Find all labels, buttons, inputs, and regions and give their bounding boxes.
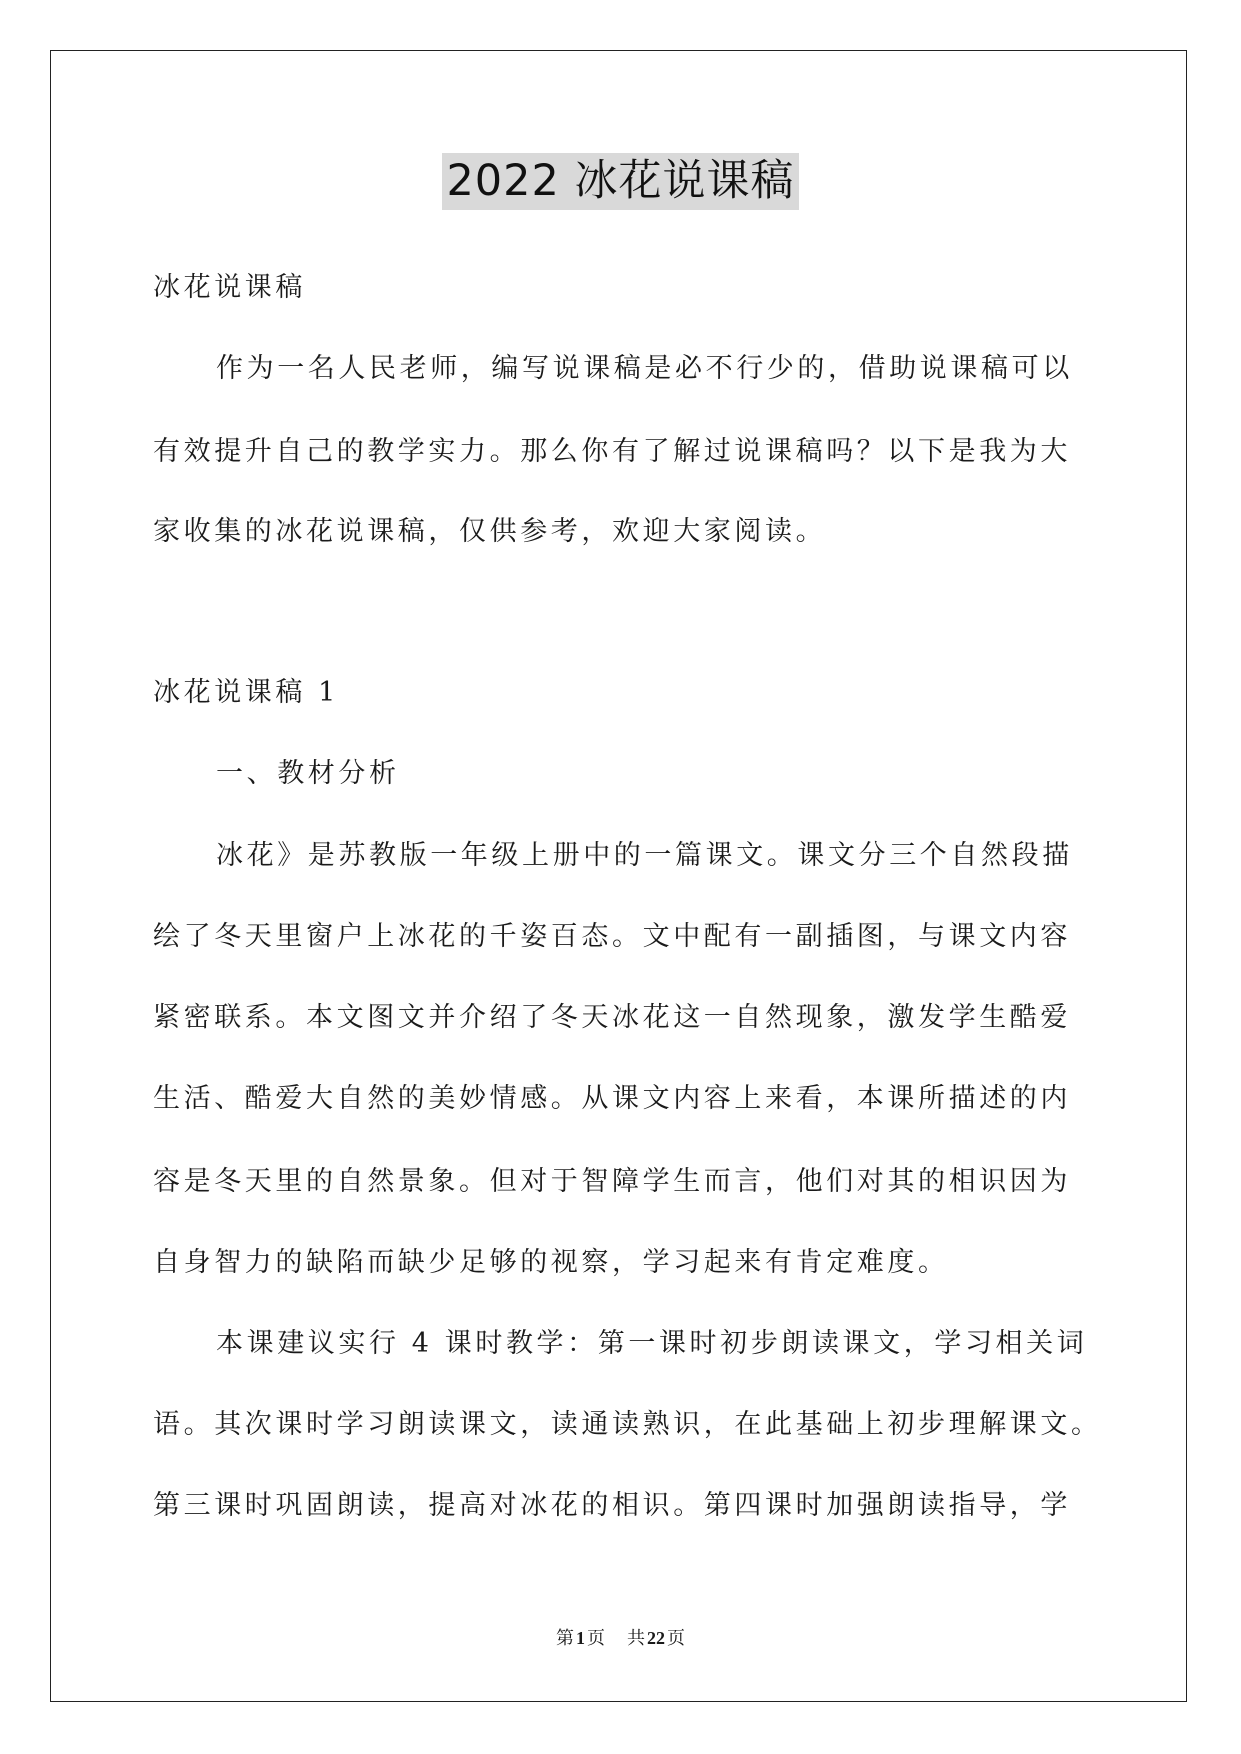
page-suffix: 页: [587, 1628, 605, 1649]
paragraph-line: 紧密联系。本文图文并介绍了冬天冰花这一自然现象，激发学生酷爱: [153, 1002, 1071, 1033]
page-prefix: 第: [556, 1628, 574, 1649]
section-heading: 冰花说课稿 1: [153, 677, 339, 708]
paragraph-line: 生活、酷爱大自然的美妙情感。从课文内容上来看，本课所描述的内: [153, 1083, 1071, 1114]
subsection-heading: 一、教材分析: [216, 758, 400, 789]
document-title: 2022 冰花说课稿: [442, 153, 798, 210]
paragraph-line: 第三课时巩固朗读，提高对冰花的相识。第四课时加强朗读指导，学: [153, 1490, 1071, 1521]
paragraph-line: 冰花》是苏教版一年级上册中的一篇课文。课文分三个自然段描: [216, 840, 1073, 871]
total-pages: 22: [647, 1628, 665, 1648]
intro-line: 有效提升自己的教学实力。那么你有了解过说课稿吗？以下是我为大: [153, 436, 1071, 467]
intro-line: 家收集的冰花说课稿，仅供参考，欢迎大家阅读。: [153, 516, 827, 547]
paragraph-line: 自身智力的缺陷而缺少足够的视察，学习起来有肯定难度。: [153, 1247, 949, 1278]
intro-line: 作为一名人民老师，编写说课稿是必不行少的，借助说课稿可以: [216, 353, 1073, 384]
total-suffix: 页: [667, 1628, 685, 1649]
document-subtitle: 冰花说课稿: [153, 272, 306, 303]
page-footer: [0, 1626, 1241, 1651]
total-prefix: 共: [627, 1628, 645, 1649]
paragraph-line: 本课建议实行 4 课时教学：第一课时初步朗读课文，学习相关词: [216, 1328, 1088, 1359]
paragraph-line: 语。其次课时学习朗读课文，读通读熟识，在此基础上初步理解课文。: [153, 1409, 1102, 1440]
paragraph-line: 容是冬天里的自然景象。但对于智障学生而言，他们对其的相识因为: [153, 1166, 1071, 1197]
page-number: 1: [576, 1628, 585, 1648]
title-row: [0, 153, 1241, 210]
paragraph-line: 绘了冬天里窗户上冰花的千姿百态。文中配有一副插图，与课文内容: [153, 921, 1071, 952]
